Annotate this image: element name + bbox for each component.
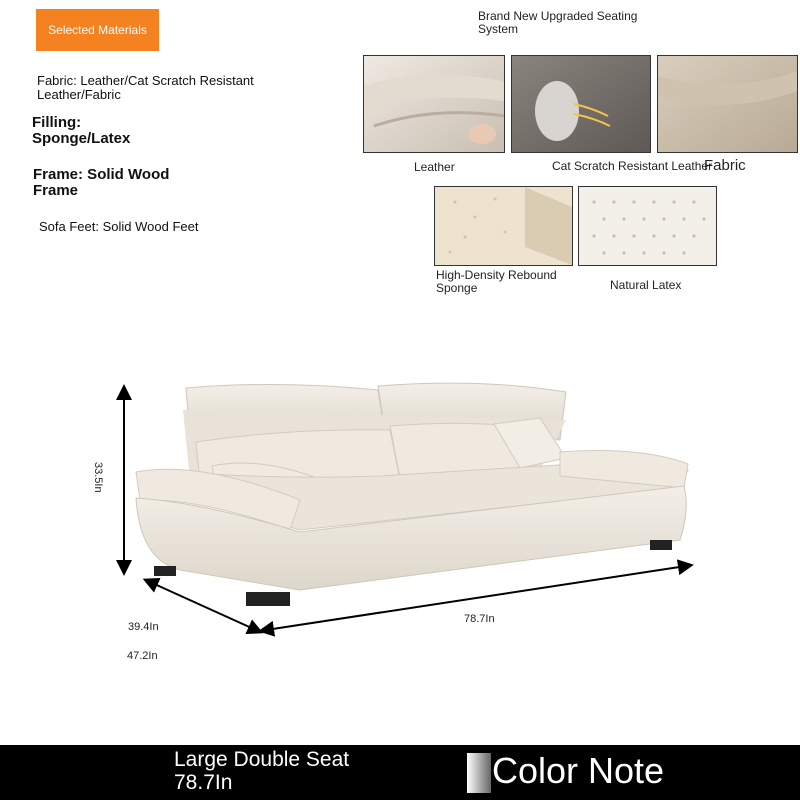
color-note-heading: Color Note <box>492 750 665 791</box>
footer-bar <box>0 745 800 800</box>
seating-heading: Brand New Upgraded Seating System <box>478 9 638 36</box>
latex-swatch <box>578 186 717 266</box>
material-label-latex: Natural Latex <box>610 278 682 292</box>
spec-fabric: Fabric: Leather/Cat Scratch Resistant Leather/Fabric <box>37 73 254 102</box>
spec-frame: Frame: Solid Wood Frame <box>33 166 170 199</box>
selected-materials-badge: Selected Materials <box>36 9 159 51</box>
spec-filling: Filling: Sponge/Latex <box>32 114 131 147</box>
cat-scratch-leather-swatch <box>511 55 651 153</box>
fabric-swatch <box>657 55 798 153</box>
material-label-cat-scratch: Cat Scratch Resistant Leather <box>552 159 713 173</box>
material-label-sponge: High-Density Rebound Sponge <box>436 268 557 295</box>
color-note-icon <box>467 753 491 793</box>
sofa-illustration <box>0 380 800 640</box>
material-label-leather: Leather <box>414 160 455 174</box>
width-label: 78.7In <box>464 613 495 625</box>
height-label: 33.5In <box>92 462 104 493</box>
spec-feet: Sofa Feet: Solid Wood Feet <box>39 219 199 234</box>
depth-label-2: 47.2In <box>127 650 158 662</box>
material-label-fabric: Fabric <box>704 157 746 174</box>
sponge-swatch <box>434 186 573 266</box>
leather-swatch <box>363 55 505 153</box>
seat-size-label: Large Double Seat 78.7In <box>174 748 350 794</box>
depth-label-1: 39.4In <box>128 621 159 633</box>
